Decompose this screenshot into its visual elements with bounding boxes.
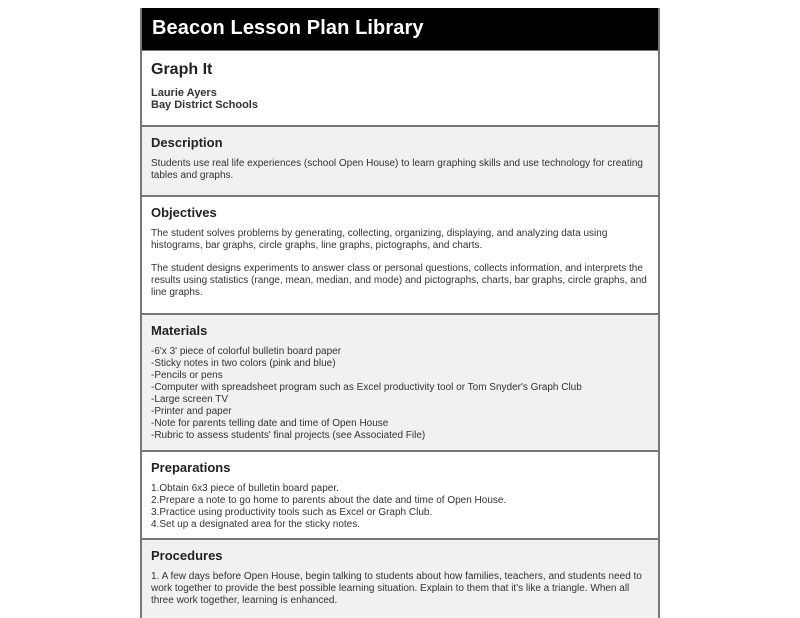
materials-section (142, 313, 658, 450)
description-text: Students use real life experiences (school Open House) to learn graphing skills and use technology for creating tables and graphs. (151, 158, 643, 181)
materials-item: -Printer and paper (151, 406, 232, 417)
materials-item: -Large screen TV (151, 394, 229, 405)
lesson-title: Graph It (151, 61, 213, 78)
materials-heading: Materials (151, 323, 208, 338)
site-title: Beacon Lesson Plan Library (152, 17, 424, 39)
materials-item: -Rubric to assess students' final projects (see Associated File) (151, 430, 426, 441)
objective-paragraph: The student solves problems by generating, collecting, organizing, displaying, and analyzing data using histograms, bar graphs, circle graphs, line graphs, pictographs, and charts. (151, 228, 608, 251)
materials-item: -Note for parents telling date and time of Open House (151, 418, 389, 429)
site-header (142, 8, 658, 50)
objective-paragraph: The student designs experiments to answer class or personal questions, collects information, and interprets the results using statistics (range, mean, median, and mode) and pictographs, charts, bar graphs, circle graphs, and line graphs. (151, 263, 647, 298)
lesson-author: Laurie Ayers (151, 87, 217, 99)
materials-item: -6'x 3' piece of colorful bulletin board paper (151, 346, 342, 357)
preparations-heading: Preparations (151, 460, 231, 475)
procedures-heading: Procedures (151, 548, 223, 563)
lesson-school: Bay District Schools (151, 99, 258, 111)
lesson-page (140, 8, 660, 618)
preparations-item: 3.Practice using productivity tools such as Excel or Graph Club. (151, 507, 433, 518)
preparations-list (151, 483, 648, 531)
materials-item: -Computer with spreadsheet program such as Excel productivity tool or Tom Snyder's Graph Club (151, 382, 582, 393)
procedures-text: 1. A few days before Open House, begin talking to students about how families, teachers, and students need to work together to provide the best possible learning situation. Explain to them that it's like a triangle. When all three work together, learning is enhanced. (151, 571, 642, 606)
description-heading: Description (151, 135, 223, 150)
objectives-section (142, 195, 658, 313)
materials-item: -Sticky notes in two colors (pink and blue) (151, 358, 336, 369)
preparations-item: 4.Set up a designated area for the sticky notes. (151, 519, 361, 530)
objectives-heading: Objectives (151, 205, 217, 220)
procedures-section (142, 538, 658, 618)
preparations-section (142, 450, 658, 538)
description-section (142, 125, 658, 195)
lesson-title-section (142, 50, 658, 125)
materials-item: -Pencils or pens (151, 370, 223, 381)
preparations-item: 2.Prepare a note to go home to parents about the date and time of Open House. (151, 495, 507, 506)
preparations-item: 1.Obtain 6x3 piece of bulletin board paper. (151, 483, 339, 494)
materials-list (151, 346, 648, 442)
